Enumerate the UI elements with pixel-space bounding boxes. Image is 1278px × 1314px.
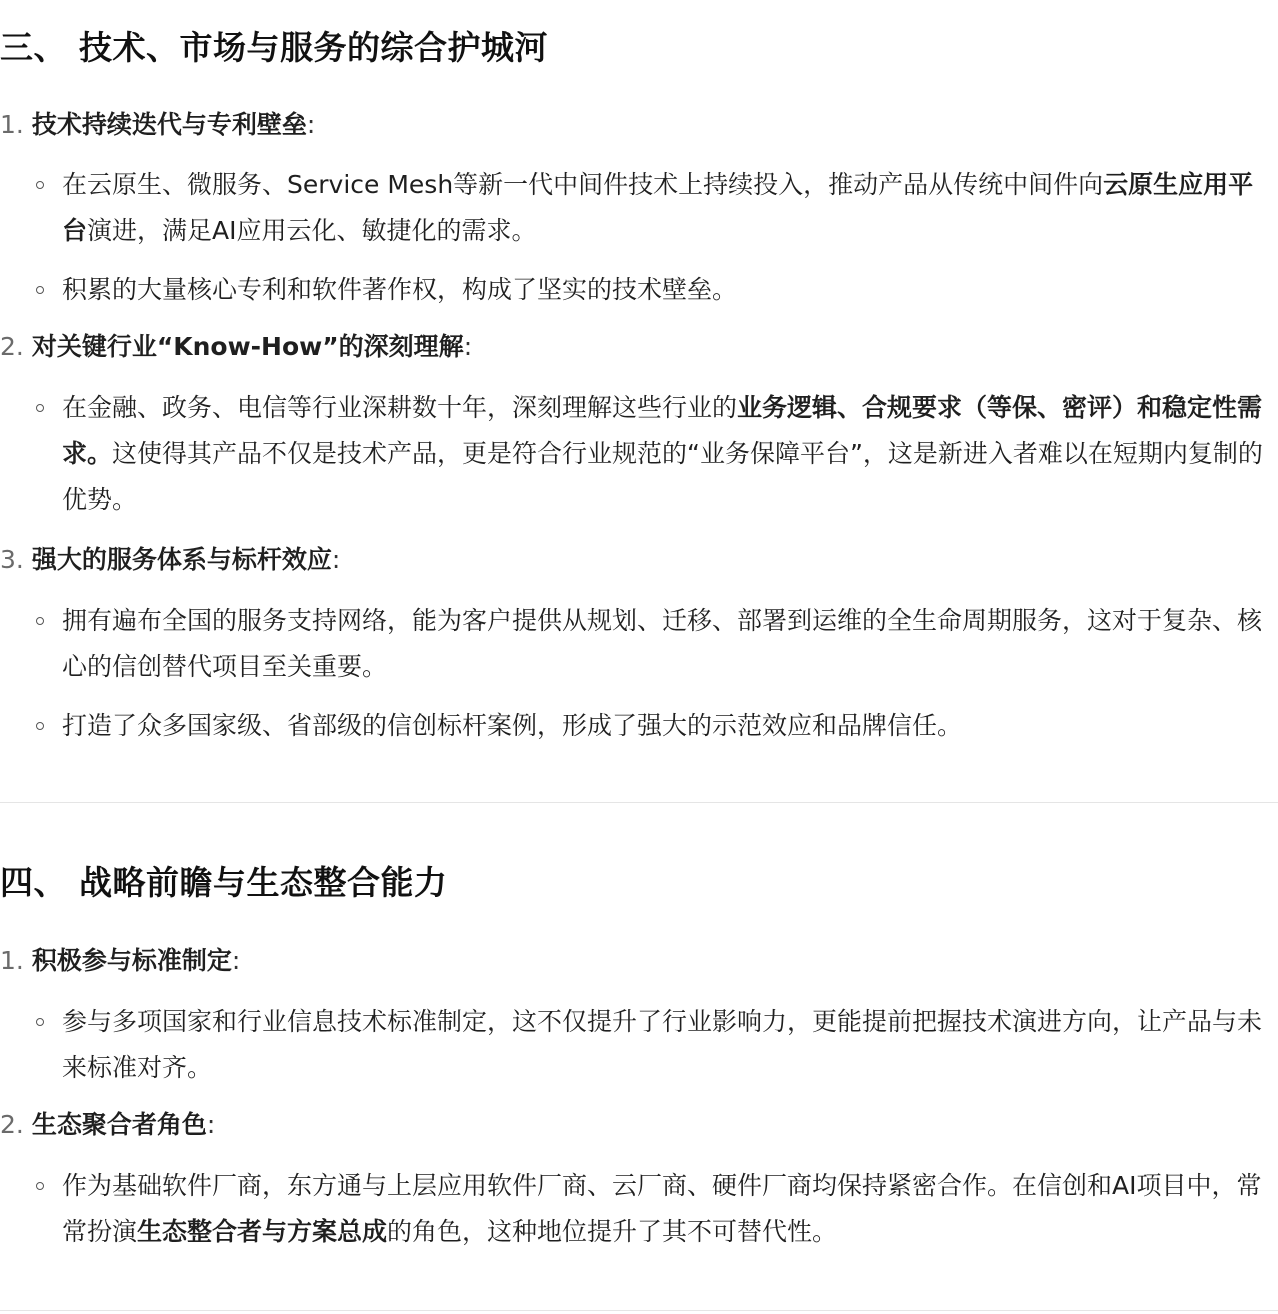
bullet-item: [0, 267, 1278, 313]
list-item-title: 对关键行业“Know-How”的深刻理解: [31, 332, 464, 361]
colon: :: [331, 545, 341, 574]
bullet-text: 这使得其产品不仅是技术产品，更是符合行业规范的“业务保障平台”，这是新进入者难以在短期内复制的优势。: [62, 439, 1263, 514]
bullet-text: 作为基础软件厂商，东方通与上层应用软件厂商、云厂商、硬件厂商均保持紧密合作。在信创和AI项目中，常常扮演: [62, 1171, 1262, 1246]
bullet-bold-text: 云原生应用平台: [62, 170, 1254, 245]
list-number: 2.: [0, 332, 24, 361]
section-3-item-2-head: [0, 329, 472, 365]
circle-bullet-icon: [36, 181, 44, 189]
colon: :: [306, 110, 316, 139]
circle-bullet-icon: [36, 286, 44, 294]
bullet-text: 的角色，这种地位提升了其不可替代性。: [387, 1217, 838, 1246]
section-4-item-2-head: [0, 1107, 215, 1143]
section-divider: [0, 802, 1278, 803]
circle-bullet-icon: [36, 1018, 44, 1026]
bullet-text: 参与多项国家和行业信息技术标准制定，这不仅提升了行业影响力，更能提前把握技术演进方向，让产品与未来标准对齐。: [62, 1007, 1263, 1082]
bullet-text: 积累的大量核心专利和软件著作权，构成了坚实的技术壁垒。: [62, 275, 738, 304]
list-item-title: 生态聚合者角色: [31, 1110, 207, 1139]
bullet-item: [0, 1163, 1278, 1255]
list-item-title: 技术持续迭代与专利壁垒: [31, 110, 307, 139]
section-3-item-3-head: [0, 542, 340, 578]
circle-bullet-icon: [36, 404, 44, 412]
section-3-item-1-head: [0, 107, 315, 143]
colon: :: [206, 1110, 216, 1139]
section-4-item-1-head: [0, 943, 240, 979]
bullet-text: 打造了众多国家级、省部级的信创标杆案例，形成了强大的示范效应和品牌信任。: [62, 711, 963, 740]
list-number: 2.: [0, 1110, 24, 1139]
bullet-item: [0, 999, 1278, 1091]
bullet-item: [0, 385, 1278, 523]
colon: :: [231, 946, 241, 975]
colon: :: [463, 332, 473, 361]
list-number: 1.: [0, 946, 24, 975]
list-item-title: 强大的服务体系与标杆效应: [31, 545, 332, 574]
list-number: 3.: [0, 545, 24, 574]
bullet-text: 演进，满足AI应用云化、敏捷化的需求。: [87, 216, 537, 245]
circle-bullet-icon: [36, 1182, 44, 1190]
bullet-bold-text: 生态整合者与方案总成: [137, 1217, 388, 1246]
bullet-item: [0, 598, 1278, 690]
section-4-title: 四、 战略前瞻与生态整合能力: [0, 863, 448, 902]
circle-bullet-icon: [36, 617, 44, 625]
bullet-text: 拥有遍布全国的服务支持网络，能为客户提供从规划、迁移、部署到运维的全生命周期服务，这对于复杂、核心的信创替代项目至关重要。: [62, 606, 1263, 681]
section-3-title: 三、 技术、市场与服务的综合护城河: [0, 28, 548, 67]
bullet-text: 在云原生、微服务、Service Mesh等新一代中间件技术上持续投入，推动产品从传统中间件向: [62, 170, 1104, 199]
list-item-title: 积极参与标准制定: [31, 946, 232, 975]
list-number: 1.: [0, 110, 24, 139]
bullet-item: [0, 162, 1278, 254]
bullet-text: 在金融、政务、电信等行业深耕数十年，深刻理解这些行业的: [62, 393, 738, 422]
bullet-item: [0, 703, 1278, 749]
bullet-bold-text: 业务逻辑、合规要求（等保、密评）和稳定性需求。: [62, 393, 1263, 468]
section-divider: [0, 1310, 1278, 1311]
circle-bullet-icon: [36, 722, 44, 730]
